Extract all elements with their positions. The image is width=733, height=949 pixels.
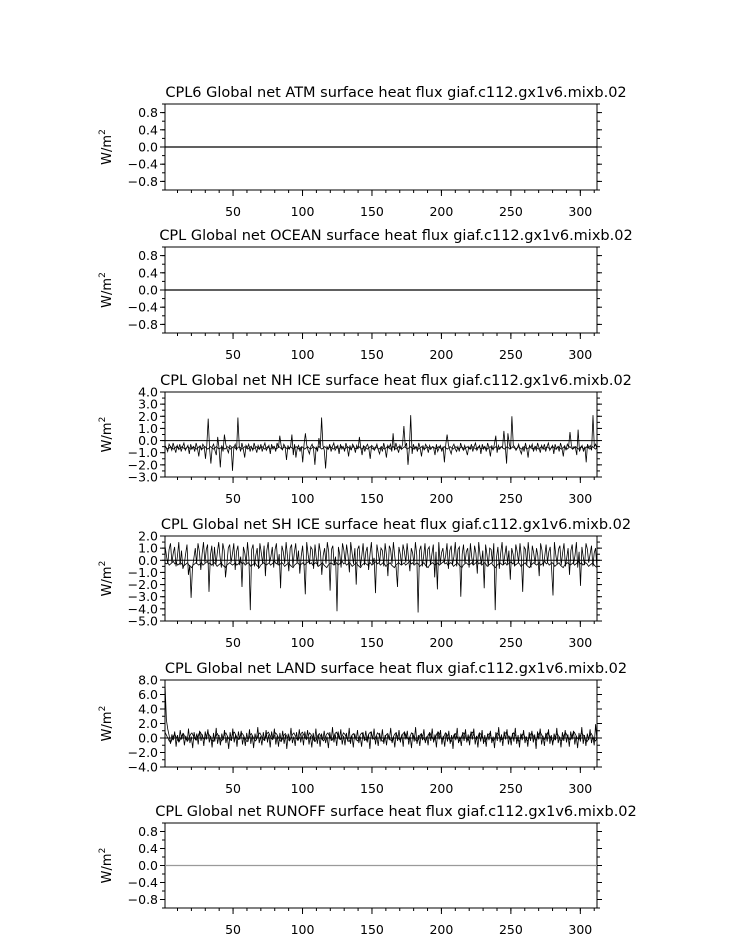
y-tick-label: 1.0 (138, 420, 158, 436)
x-tick-label: 200 (429, 922, 454, 937)
y-tick-label: 1.0 (138, 540, 158, 556)
y-axis-label-text: W/m (100, 853, 115, 884)
y-axis-label (98, 706, 115, 742)
series-line-1 (165, 415, 597, 471)
x-tick-label: 100 (290, 922, 315, 937)
x-tick-label: 50 (225, 491, 242, 506)
x-tick-label: 150 (360, 635, 384, 650)
x-tick-label: 250 (498, 204, 523, 219)
plot-frame (165, 392, 597, 477)
y-tick-label: −0.8 (127, 173, 158, 189)
panel-title: CPL Global net OCEAN surface heat flux giaf.c112.gx1v6.mixb.02 (159, 228, 633, 244)
x-tick-label: 50 (225, 347, 242, 362)
y-tick-label: 0.0 (138, 552, 158, 568)
x-tick-label: 200 (429, 491, 454, 506)
x-tick-label: 200 (429, 347, 454, 362)
y-tick-label: −2.0 (127, 577, 158, 593)
y-tick-label: −0.4 (127, 299, 158, 315)
y-tick-label: 0.8 (138, 824, 158, 839)
y-tick-label: 0.4 (138, 841, 158, 856)
y-tick-label: −0.8 (127, 316, 158, 332)
y-tick-label: −4.0 (127, 601, 158, 617)
y-tick-label: −0.8 (127, 892, 158, 907)
y-tick-label: 3.0 (138, 396, 158, 412)
y-tick-label: 2.0 (138, 528, 158, 544)
x-tick-label: 100 (290, 204, 315, 219)
panel-4 (98, 517, 631, 650)
y-axis-label-text: W/m (100, 711, 115, 742)
x-tick-label: 300 (568, 204, 593, 219)
y-axis-label (98, 272, 115, 308)
x-tick-label: 200 (429, 781, 454, 796)
panel-title: CPL Global net NH ICE surface heat flux giaf.c112.gx1v6.mixb.02 (160, 373, 632, 389)
y-tick-label: −0.4 (127, 875, 158, 890)
x-tick-label: 300 (568, 347, 593, 362)
x-tick-label: 300 (568, 922, 593, 937)
y-tick-label: 0.0 (138, 433, 158, 449)
y-tick-label: −5.0 (127, 613, 158, 629)
y-tick-label: −2.0 (127, 745, 158, 760)
y-axis-label-text: W/m (100, 134, 115, 165)
panel-title: CPL Global net SH ICE surface heat flux giaf.c112.gx1v6.mixb.02 (160, 517, 632, 533)
y-tick-label: 2.0 (138, 716, 158, 731)
y-axis-label (98, 129, 115, 165)
x-tick-label: 100 (290, 781, 315, 796)
panel-3 (98, 373, 632, 506)
y-tick-label: −3.0 (127, 589, 158, 605)
x-tick-label: 250 (498, 491, 523, 506)
y-tick-label: 4.0 (138, 701, 158, 717)
y-tick-label: 0.8 (138, 248, 158, 264)
x-tick-label: 100 (290, 491, 315, 506)
x-tick-label: 100 (290, 347, 315, 362)
y-tick-label: 0.0 (138, 139, 158, 155)
y-tick-label: −4.0 (127, 759, 158, 775)
y-axis-label-superscript: 2 (98, 705, 108, 712)
y-axis-label-superscript: 2 (98, 272, 108, 278)
x-tick-label: 250 (498, 781, 523, 796)
y-tick-label: 0.8 (138, 105, 158, 121)
y-tick-label: −2.0 (127, 457, 158, 473)
x-tick-label: 250 (498, 635, 523, 650)
x-tick-label: 250 (498, 347, 523, 362)
y-tick-label: −3.0 (127, 469, 158, 485)
y-axis-label-text: W/m (100, 277, 115, 308)
y-axis-label (98, 561, 115, 597)
series-line-1 (165, 542, 597, 612)
x-tick-label: 150 (360, 922, 384, 937)
y-axis-label (98, 848, 115, 884)
y-axis-label (98, 417, 115, 453)
x-tick-label: 50 (225, 781, 242, 796)
y-axis-label-text: W/m (100, 422, 115, 453)
x-tick-label: 300 (568, 635, 593, 650)
x-tick-label: 300 (568, 491, 593, 506)
y-axis-label-superscript: 2 (98, 416, 108, 423)
x-tick-label: 200 (429, 635, 454, 650)
x-tick-label: 300 (568, 781, 593, 796)
y-tick-label: 4.0 (138, 384, 158, 400)
y-tick-label: 6.0 (138, 687, 158, 702)
x-tick-label: 50 (225, 922, 242, 937)
y-axis-label-superscript: 2 (98, 129, 108, 135)
y-tick-label: 2.0 (138, 408, 158, 424)
x-tick-label: 200 (429, 204, 454, 219)
plot-frame (165, 680, 597, 767)
y-axis-label-text: W/m (100, 566, 115, 597)
y-axis-label-superscript: 2 (98, 560, 108, 567)
series-line-2 (165, 562, 597, 568)
panel-6 (98, 804, 637, 937)
panel-title: CPL Global net LAND surface heat flux giaf.c112.gx1v6.mixb.02 (164, 661, 628, 677)
panel-1 (98, 85, 627, 219)
panel-2 (98, 228, 633, 362)
panel-title: CPL6 Global net ATM surface heat flux giaf.c112.gx1v6.mixb.02 (165, 85, 627, 101)
x-tick-label: 150 (360, 781, 384, 796)
x-tick-label: 150 (360, 491, 384, 506)
y-tick-label: −0.4 (127, 156, 158, 172)
y-tick-label: 8.0 (138, 672, 158, 688)
y-tick-label: −1.0 (127, 445, 158, 461)
y-tick-label: −1.0 (127, 564, 158, 580)
y-axis-label-superscript: 2 (98, 847, 108, 854)
x-tick-label: 150 (360, 204, 384, 219)
y-tick-label: 0.4 (138, 122, 158, 138)
y-tick-label: 0.0 (138, 730, 158, 746)
x-tick-label: 150 (360, 347, 384, 362)
x-tick-label: 250 (498, 922, 523, 937)
y-tick-label: 0.4 (138, 265, 158, 281)
panel-title: CPL Global net RUNOFF surface heat flux giaf.c112.gx1v6.mixb.02 (155, 804, 637, 820)
y-tick-label: 0.0 (138, 858, 158, 873)
x-tick-label: 50 (225, 204, 242, 219)
y-tick-label: 0.0 (138, 282, 158, 298)
panel-5 (98, 661, 627, 796)
x-tick-label: 100 (290, 635, 315, 650)
x-tick-label: 50 (225, 635, 242, 650)
